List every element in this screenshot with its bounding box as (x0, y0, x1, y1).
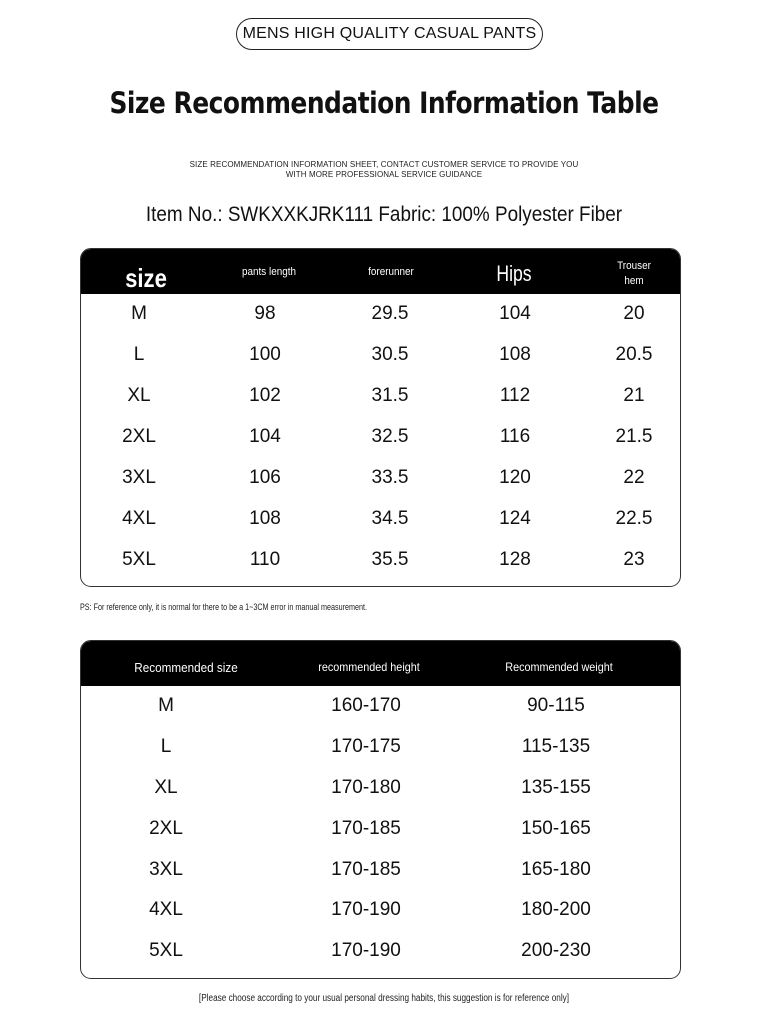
size-table-cell: 98 (254, 303, 276, 325)
recommendation-table-cell: 3XL (149, 858, 183, 880)
size-table-cell: L (133, 344, 145, 366)
recommendation-table-cell: 165-180 (521, 858, 591, 880)
size-table-cell: 20.5 (615, 344, 653, 366)
recommendation-table-cell: 170-185 (331, 858, 401, 880)
recommendation-table-row (81, 768, 680, 809)
measurement-note: PS: For reference only, it is normal for there to be a 1~3CM error in manual measurement. (80, 602, 367, 612)
recommendation-table (80, 640, 681, 979)
recommendation-table-cell: 5XL (149, 940, 183, 962)
recommendation-table-cell: 135-155 (521, 776, 591, 798)
size-table-cell: 104 (499, 303, 531, 325)
size-table-cell: 22 (623, 467, 645, 488)
size-table-cell: 100 (249, 344, 281, 366)
recommendation-table-cell: 4XL (149, 899, 183, 921)
footer-disclaimer: [Please choose according to your usual personal dressing habits, this suggestion is for reference only] (198, 993, 570, 1004)
size-table-cell: 20 (623, 303, 645, 325)
recommendation-table-cell: 115-135 (521, 736, 591, 758)
header-hips: Hips (496, 261, 532, 286)
recommendation-table-cell: 170-190 (331, 899, 401, 921)
header-recommended-height: recommended height (318, 660, 420, 674)
size-table-cell: 2XL (122, 426, 156, 448)
size-table-cell: 128 (499, 548, 531, 570)
size-table-row (81, 539, 680, 580)
size-table-cell: 23 (623, 548, 645, 570)
subtitle-line-1: SIZE RECOMMENDATION INFORMATION SHEET, CONTACT CUSTOMER SERVICE TO PROVIDE YOU (189, 160, 579, 169)
recommendation-table-row (81, 890, 680, 931)
size-table-row (81, 458, 680, 499)
size-table-cell: 116 (499, 426, 531, 448)
recommendation-table-cell: 170-190 (331, 940, 401, 962)
size-table-cell: 34.5 (371, 507, 409, 529)
recommendation-table-row (81, 686, 680, 727)
header-forerunner: forerunner (368, 266, 414, 278)
recommendation-table-cell: 90-115 (527, 695, 585, 717)
size-table-cell: 104 (249, 426, 281, 448)
recommendation-table-cell: 2XL (149, 817, 183, 839)
subtitle-line-2: WITH MORE PROFESSIONAL SERVICE GUIDANCE (285, 170, 483, 179)
header-trouser-hem-line1: Trouser (617, 260, 651, 272)
page-title: Size Recommendation Information Table (109, 86, 659, 120)
size-table-cell: 110 (249, 548, 281, 570)
size-table-row (81, 376, 680, 417)
recommendation-table-cell: 170-175 (331, 736, 401, 758)
recommendation-table-cell: M (158, 695, 174, 717)
recommendation-table-cell: L (160, 736, 172, 758)
size-table-row (81, 335, 680, 376)
size-table-row (81, 417, 680, 458)
size-table-cell: 31.5 (371, 385, 409, 407)
size-table-row (81, 294, 680, 335)
header-recommended-size: Recommended size (134, 660, 238, 675)
recommendation-table-cell: 170-180 (331, 776, 401, 798)
size-table-cell: 124 (499, 507, 531, 529)
recommendation-table-cell: 160-170 (331, 695, 401, 717)
size-table-cell: 32.5 (371, 426, 409, 448)
header-trouser-hem-line2: hem (624, 275, 644, 287)
size-table-cell: 35.5 (371, 548, 409, 570)
size-table-cell: 21.5 (615, 426, 653, 448)
product-category-pill (236, 18, 543, 50)
size-table-cell: 5XL (122, 548, 156, 570)
recommendation-table-row (81, 931, 680, 972)
recommendation-table-cell: XL (154, 776, 178, 798)
recommendation-table-row (81, 849, 680, 890)
size-table-cell: 3XL (122, 467, 156, 488)
product-category-label: MENS HIGH QUALITY CASUAL PANTS (242, 25, 537, 42)
page-subtitle (0, 160, 768, 180)
recommendation-table-cell: 170-185 (331, 817, 401, 839)
size-table-cell: 108 (499, 344, 531, 366)
recommendation-table-row (81, 808, 680, 849)
header-trouser-hem (617, 259, 651, 289)
size-table-cell: 30.5 (371, 344, 409, 366)
size-table-cell: 106 (249, 467, 281, 488)
size-table-cell: 21 (623, 385, 645, 407)
size-table-cell: 112 (499, 385, 531, 407)
recommendation-table-header (81, 641, 680, 686)
size-table-row (81, 498, 680, 539)
size-table-cell: XL (127, 385, 151, 407)
recommendation-table-cell: 200-230 (521, 940, 591, 962)
size-table-header (81, 249, 680, 294)
recommendation-table-row (81, 727, 680, 768)
size-table-cell: M (131, 303, 147, 325)
size-table-cell: 120 (499, 467, 531, 488)
size-table-cell: 108 (249, 507, 281, 529)
size-table-cell: 33.5 (371, 467, 409, 488)
recommendation-table-cell: 180-200 (521, 899, 591, 921)
size-table-cell: 22.5 (615, 507, 653, 529)
header-size: size (125, 263, 167, 293)
size-table-cell: 4XL (122, 507, 156, 529)
header-pants-length: pants length (242, 266, 296, 278)
size-table-cell: 102 (249, 385, 281, 407)
size-table (80, 248, 681, 587)
recommendation-table-cell: 150-165 (521, 817, 591, 839)
item-number-fabric: Item No.: SWKXXKJRK111 Fabric: 100% Polyester Fiber (145, 203, 623, 226)
header-recommended-weight: Recommended weight (505, 660, 613, 674)
size-table-cell: 29.5 (371, 303, 409, 325)
